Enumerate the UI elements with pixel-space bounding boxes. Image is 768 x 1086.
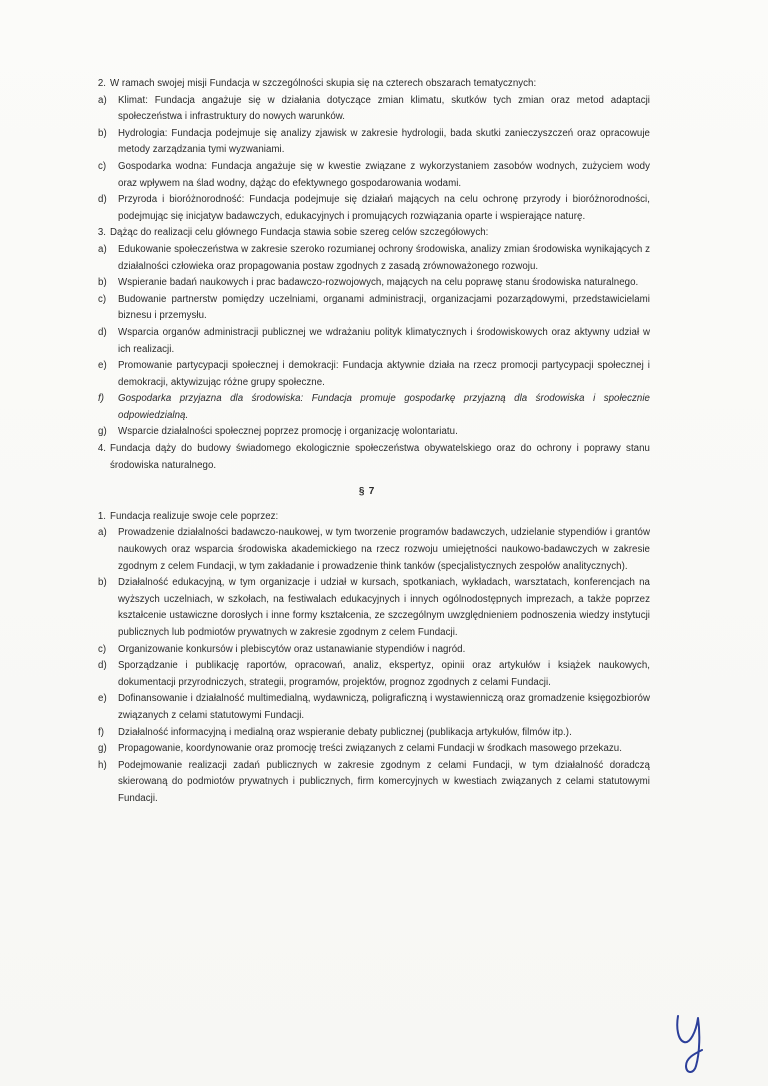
sublist-item <box>84 275 650 292</box>
sublist-letter: d) <box>98 660 107 672</box>
sublist-item <box>84 691 650 724</box>
sublist-7-1 <box>84 525 650 807</box>
sublist-letter: f) <box>98 393 105 405</box>
list-number: 3. <box>97 227 106 239</box>
sublist-text: Propagowanie, koordynowanie oraz promocję treści związanych z celami Fundacji w środkach masowego przekazu. <box>118 743 622 755</box>
sublist-letter: b) <box>98 577 107 589</box>
list-item-2 <box>84 76 650 93</box>
sublist-letter: d) <box>98 194 107 206</box>
sublist-text: Sporządzanie i publikację raportów, opracowań, analiz, ekspertyz, opinii oraz artykułów i książek naukowych, dokumentacji przyrodniczych, strategii, programów, projektów, prognoz zgodnych z celami Fundacji. <box>118 660 650 688</box>
document-content <box>84 76 650 808</box>
sublist-letter: b) <box>98 277 107 289</box>
sublist-text: Działalność edukacyjną, w tym organizacje i udział w kursach, spotkaniach, wykładach, warsztatach, konferencjach na wyższych uczelniach, w szkołach, na festiwalach edukacyjnych i innych ogólnodostępnych imprezach, a także poprzez kształcenie ustawiczne dorosłych i inne formy kształcenia, ze szczególnym uwzględnieniem podnoszenia wiedzy instytucji publicznych lub podmiotów prywatnych w zakresie zgodnym z celem Fundacji. <box>118 577 650 638</box>
signature-initial <box>668 1008 714 1076</box>
sublist-item <box>84 192 650 225</box>
sublist-letter: b) <box>98 127 107 139</box>
sublist-item <box>84 358 650 391</box>
sublist-letter: a) <box>98 243 107 255</box>
sublist-item <box>84 159 650 192</box>
sublist-letter: g) <box>98 743 107 755</box>
sublist-text: Wsparcie działalności społecznej poprzez promocję i organizację wolontariatu. <box>118 426 458 438</box>
sublist-text: Gospodarka przyjazna dla środowiska: Fundacja promuje gospodarkę przyjazną dla środowiska i społecznie odpowiedzialną. <box>118 393 650 421</box>
sublist-item <box>84 292 650 325</box>
sublist-text: Promowanie partycypacji społecznej i demokracji: Fundacja aktywnie działa na rzecz promocji partycypacji społecznej i demokracji, aktywizując różne grupy społeczne. <box>118 360 650 388</box>
sublist-item <box>84 525 650 575</box>
sublist-item <box>84 424 650 441</box>
sublist-letter: e) <box>98 360 107 372</box>
sublist-text: Prowadzenie działalności badawczo-naukowej, w tym tworzenie programów badawczych, udzielanie stypendiów i grantów naukowych oraz wsparcia środowiska akademickiego na rzecz rozwoju umiejętności naukowo-badawczych w zakresie zgodnym z celem Fundacji, w tym zakładanie i prowadzenie think tanków (specjalistycznych zespołów analitycznych). <box>118 527 650 572</box>
sublist-letter: g) <box>98 426 107 438</box>
sublist-text: Wsparcia organów administracji publicznej we wdrażaniu polityk klimatycznych i środowiskowych oraz aktywny udział w ich realizacji. <box>118 326 650 355</box>
sublist-text: Dofinansowanie i działalność multimedialną, wydawniczą, poligraficzną i wystawienniczą oraz gromadzenie księgozbiorów związanych z celami statutowymi Fundacji. <box>118 693 650 721</box>
list-text: W ramach swojej misji Fundacja w szczególności skupia się na czterech obszarach tematycznych: <box>110 78 537 89</box>
sublist-item <box>84 658 650 691</box>
list-item-4 <box>84 441 650 474</box>
sublist-letter: c) <box>98 160 107 172</box>
sublist-item <box>84 391 650 424</box>
sublist-item <box>84 126 650 159</box>
sublist-text: Edukowanie społeczeństwa w zakresie szeroko rozumianej ochrony środowiska, analizy zmian środowiska wynikających z działalności człowieka oraz propagowania postaw zgodnych z zasadą zrównoważonego rozwoju. <box>118 243 650 272</box>
sublist-text: Gospodarka wodna: Fundacja angażuje się w kwestie związane z wykorzystaniem zasobów wodnych, zużyciem wody oraz wpływem na ślad wodny, dążąc do efektywnego gospodarowania wodami. <box>118 160 650 189</box>
sublist-letter: a) <box>98 94 107 106</box>
sublist-item <box>84 325 650 358</box>
sublist-letter: h) <box>98 759 107 771</box>
sublist-item <box>84 642 650 659</box>
list-text: Dążąc do realizacji celu głównego Fundacja stawia sobie szereg celów szczegółowych: <box>110 227 489 239</box>
sublist-letter: d) <box>98 326 107 338</box>
sublist-text: Organizowanie konkursów i plebiscytów oraz ustanawianie stypendiów i nagród. <box>118 643 466 655</box>
sublist-text: Klimat: Fundacja angażuje się w działania dotyczące zmian klimatu, skutków tych zmian oraz metod adaptacji społeczeństwa i infrastruktury do nowych warunków. <box>118 94 650 123</box>
sublist-text: Działalność informacyjną i medialną oraz wspieranie debaty publicznej (publikacja artykułów, filmów itp.). <box>118 726 572 738</box>
sublist-text: Hydrologia: Fundacja podejmuje się analizy zjawisk w zakresie hydrologii, bada skutki zanieczyszczeń oraz opracowuje metody zarządzania tymi wyzwaniami. <box>118 127 650 156</box>
sublist-item <box>84 741 650 758</box>
list-text: Fundacja dąży do budowy świadomego ekologicznie społeczeństwa obywatelskiego oraz do ochrony i poprawy stanu środowiska naturalnego. <box>110 443 650 471</box>
list-item-3 <box>84 225 650 242</box>
sublist-letter: a) <box>98 527 107 539</box>
list-text: Fundacja realizuje swoje cele poprzez: <box>110 510 279 522</box>
sublist-3 <box>84 242 650 441</box>
section-title: § 7 <box>358 486 376 498</box>
sublist-text: Wspieranie badań naukowych i prac badawczo-rozwojowych, mających na celu poprawę stanu środowiska naturalnego. <box>118 277 639 289</box>
sublist-letter: c) <box>98 643 107 655</box>
sublist-text: Budowanie partnerstw pomiędzy uczelniami, organami administracji, organizacjami pozarządowymi, przedstawicielami biznesu i przemysłu. <box>118 293 650 322</box>
sublist-letter: f) <box>98 726 105 738</box>
sublist-item <box>84 758 650 808</box>
sublist-text: Podejmowanie realizacji zadań publicznych w zakresie zgodnym z celami Fundacji, w tym działalność doradczą skierowaną do podmiotów prywatnych i publicznych, firm komercyjnych w kwestiach związanych z celami statutowymi Fundacji. <box>118 759 650 804</box>
sublist-item <box>84 575 650 641</box>
sublist-2 <box>84 93 650 226</box>
sublist-letter: e) <box>98 693 107 705</box>
sublist-item <box>84 93 650 126</box>
list-number: 1. <box>97 510 106 522</box>
list-number: 2. <box>97 78 106 89</box>
sublist-letter: c) <box>98 293 107 305</box>
list-item-1 <box>84 509 650 526</box>
sublist-item <box>84 725 650 742</box>
list-number: 4. <box>97 443 106 455</box>
sublist-item <box>84 242 650 275</box>
sublist-text: Przyroda i bioróżnorodność: Fundacja podejmuje się działań mających na celu ochronę przyrody i bioróżnorodności, podejmując się inicjatyw badawczych, edukacyjnych i promujących rozwiązania oparte i wspierające naturę. <box>118 194 650 222</box>
